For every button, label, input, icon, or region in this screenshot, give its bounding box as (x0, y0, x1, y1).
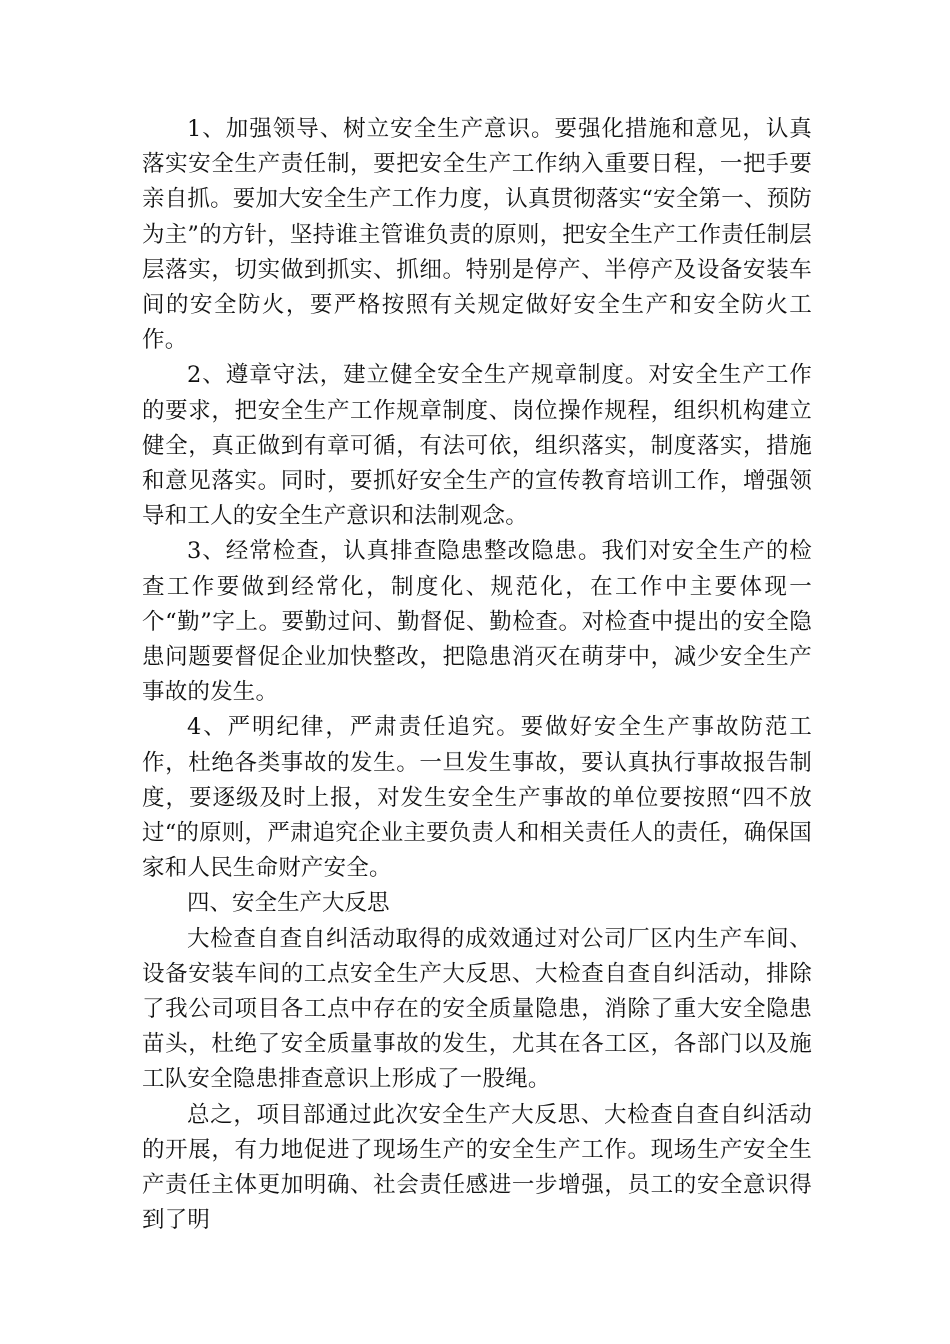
paragraph-4: 4、严明纪律，严肃责任追究。要做好安全生产事故防范工作，杜绝各类事故的发生。一旦发生事故，要认真执行事故报告制度，要逐级及时上报，对发生安全生产事故的单位要按照“四不放过“的原则，严肃追究企业主要负责人和相关责任人的责任，确保国家和人民生命财产安全。 (142, 714, 813, 882)
section-heading: 四、安全生产大反思 (187, 890, 390, 917)
paragraph-1: 1、加强领导、树立安全生产意识。要强化措施和意见，认真落实安全生产责任制，要把安全生产工作纳入重要日程，一把手要亲自抓。要加大安全生产工作力度，认真贯彻落实“安全第一、预防为主”的方针，坚持谁主管谁负责的原则，把安全生产工作责任制层层落实，切实做到抓实、抓细。特别是停产、半停产及设备安装车间的安全防火，要严格按照有关规定做好安全生产和安全防火工作。 (142, 116, 813, 354)
paragraph-5: 大检查自查自纠活动取得的成效通过对公司厂区内生产车间、设备安装车间的工点安全生产大反思、大检查自查自纠活动，排除了我公司项目各工点中存在的安全质量隐患，消除了重大安全隐患苗头，杜绝了安全质量事故的发生，尤其在各工区，各部门以及施工队安全隐患排查意识上形成了一股绳。 (142, 925, 812, 1093)
document-page (142, 112, 812, 1239)
paragraph-6: 总之，项目部通过此次安全生产大反思、大检查自查自纠活动的开展，有力地促进了现场生产的安全生产工作。现场生产安全生产责任主体更加明确、社会责任感进一步增强，员工的安全意识得到了明 (142, 1101, 812, 1234)
paragraph-2: 2、遵章守法，建立健全安全生产规章制度。对安全生产工作的要求，把安全生产工作规章制度、岗位操作规程，组织机构建立健全，真正做到有章可循，有法可依，组织落实，制度落实，措施和意见落实。同时，要抓好安全生产的宣传教育培训工作，增强领导和工人的安全生产意识和法制观念。 (142, 362, 812, 530)
paragraph-3: 3、经常检查，认真排查隐患整改隐患。我们对安全生产的检查工作要做到经常化，制度化、规范化，在工作中主要体现一个“勤”字上。要勤过问、勤督促、勤检查。对检查中提出的安全隐患问题要督促企业加快整改，把隐患消灭在萌芽中，减少安全生产事故的发生。 (142, 538, 812, 706)
